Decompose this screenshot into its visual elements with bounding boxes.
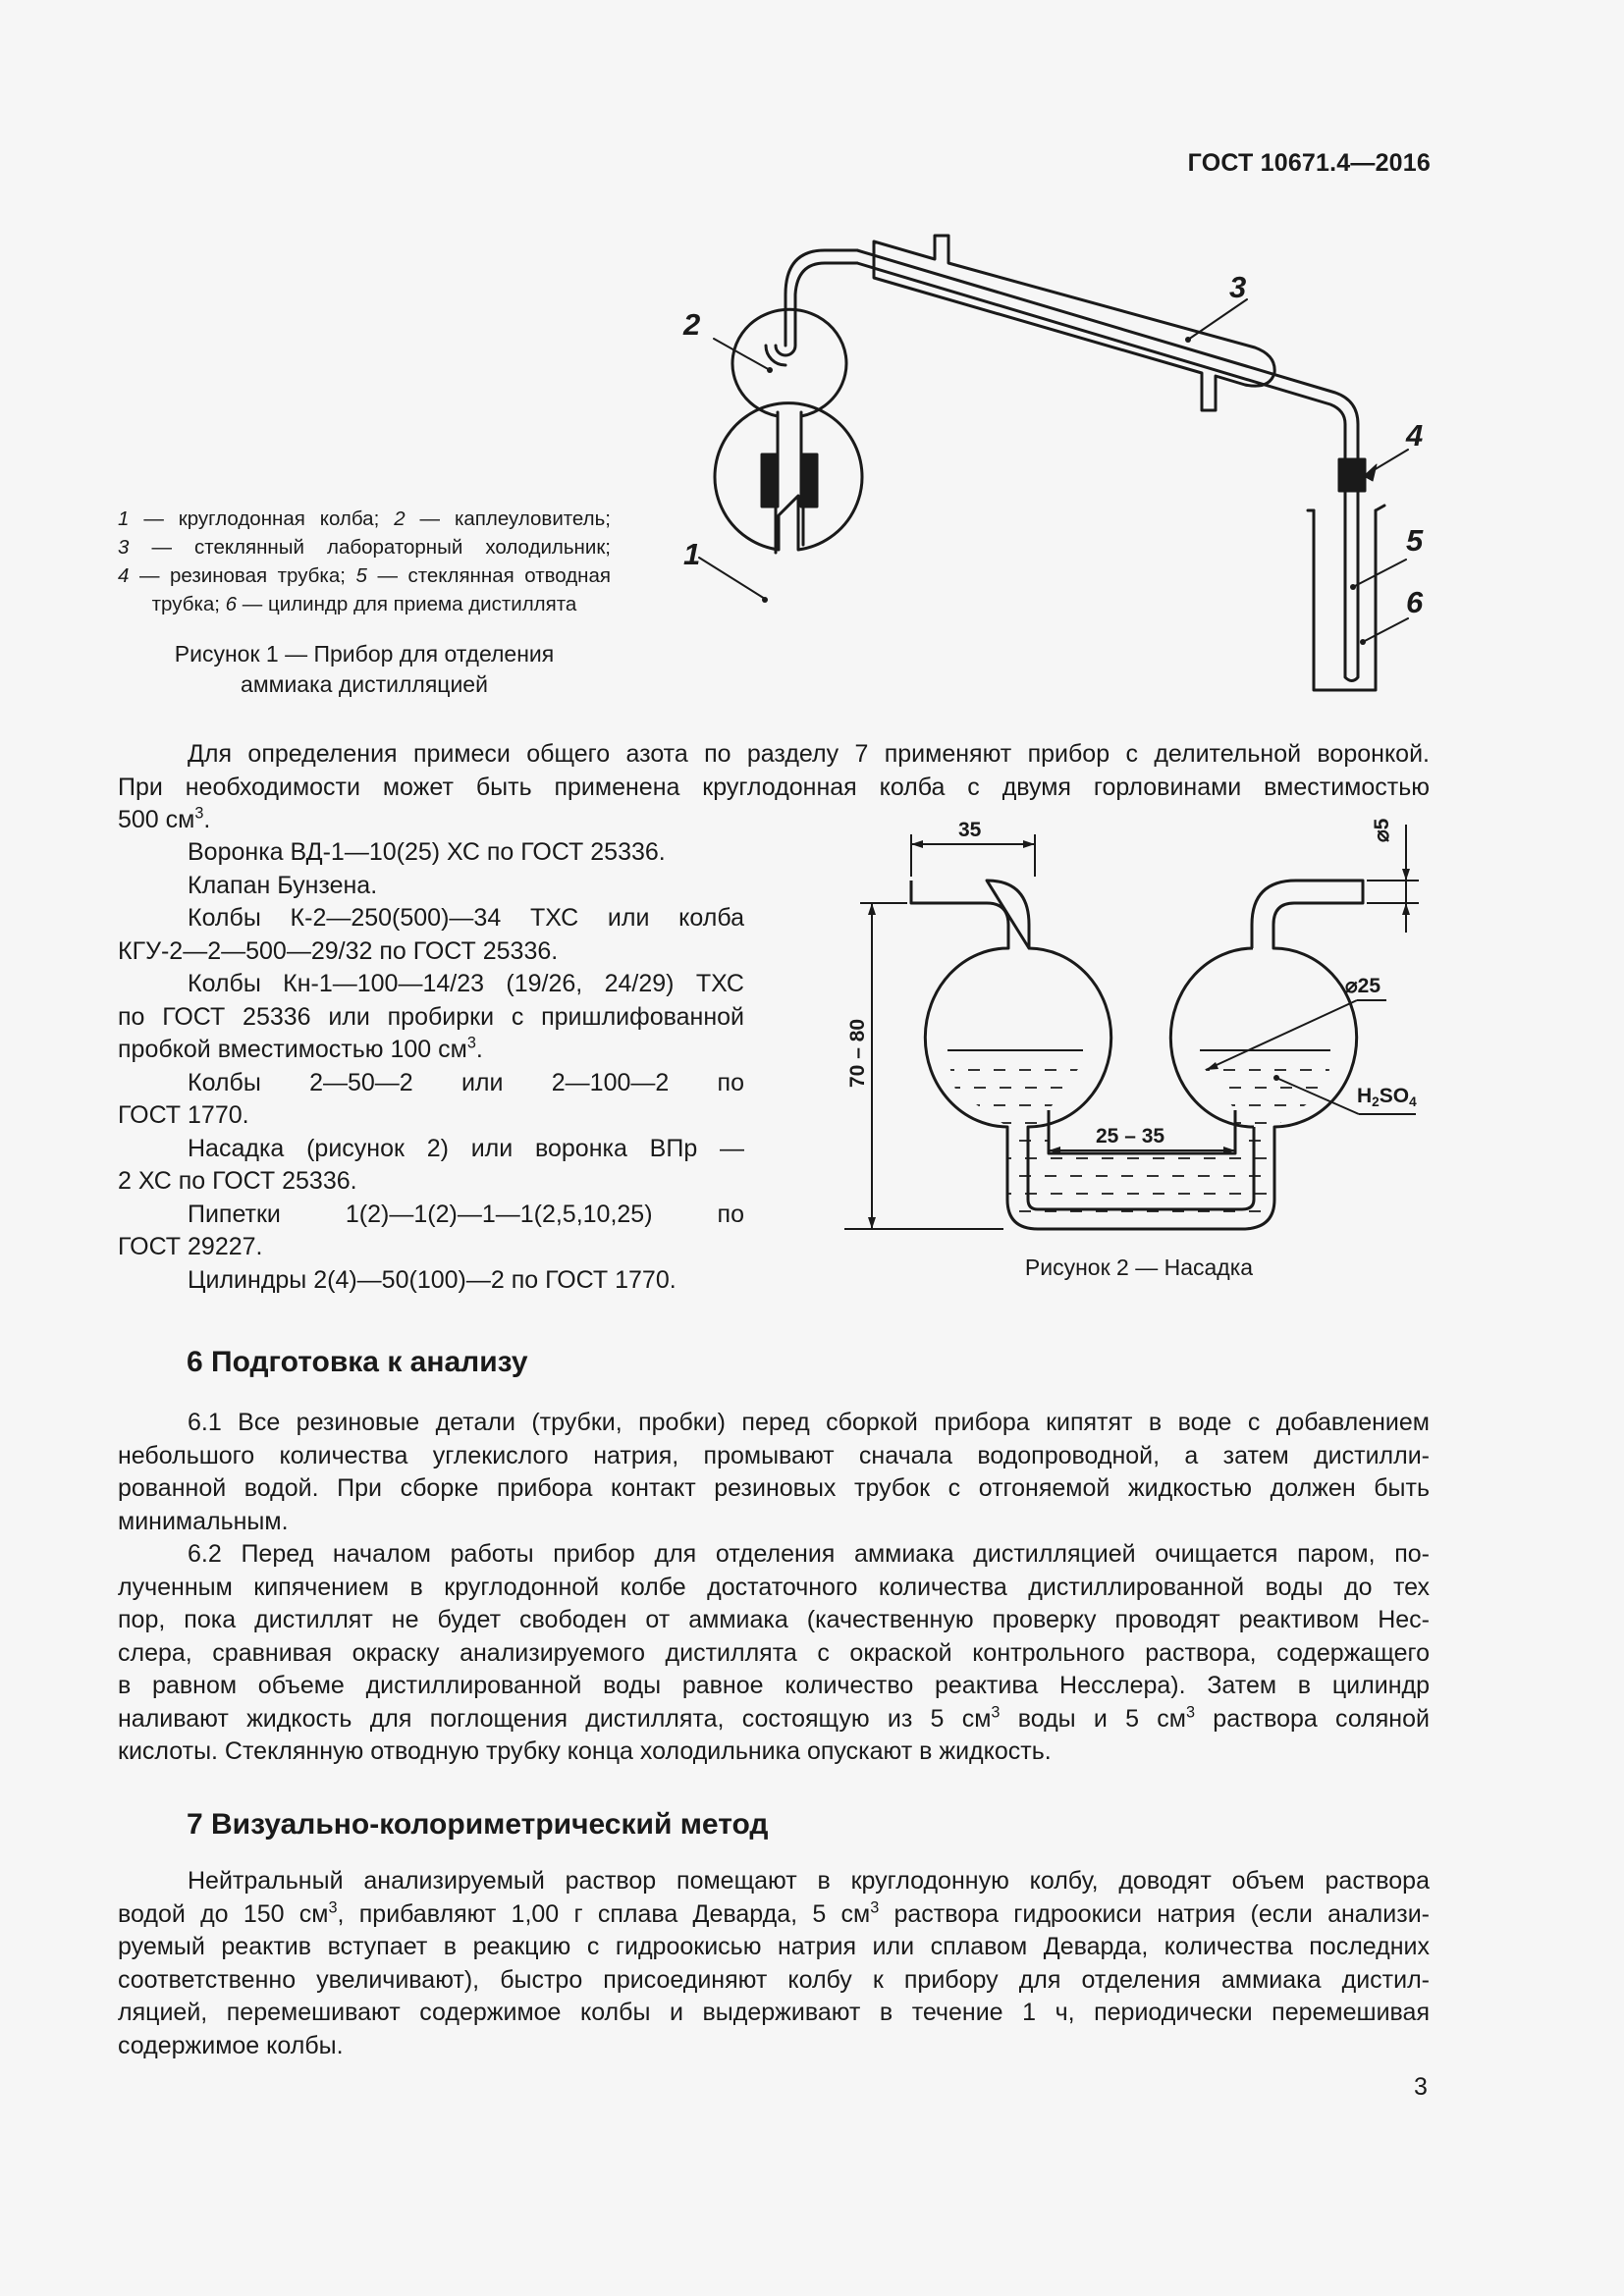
dim-label-width: 25 – 35 bbox=[1096, 1125, 1165, 1148]
dim-label-height: 70 – 80 bbox=[846, 1018, 869, 1088]
legend-line: 4 — резиновая трубка; 5 — стеклянная отводная bbox=[118, 564, 611, 587]
label-flask: 1 bbox=[683, 537, 701, 571]
arrow-head bbox=[1023, 840, 1035, 848]
arrow-head bbox=[868, 903, 876, 915]
section6-body: 6.1 Все резиновые детали (трубки, пробки) перед сборкой прибора кипятят в воде с добавлением небольшого количества углекислого натрия, промывают сначала водопроводной, а затем дистилли- рованной водой. При сборке прибора контакт резиновых трубок с отгоняемой жидкостью должен быть минимальным. 6.2 Перед началом работы прибор для отделения аммиака дистилляцией очищается паром, по- лученным кипячением в круглодонной колбе достаточного количества дистиллированной воды до тех пор, пока дистиллят не будет свободен от аммиака (качественную проверку проводят реактивом Нес- слера, сравнивая окраску анализируемого дистиллята с окраской контрольного раствора, содержащего в равном объеме дистиллированной воды равное количество реактива Несслера). Затем в цилиндр наливают жидкость для поглощения дистиллята, состоящую из 5 $см^3$ воды и 5 $см^3$ раствора соляной кислоты. Стеклянную отводную трубку конца холодильника опускают в жидкость. bbox=[118, 1409, 1430, 1765]
arrow-head bbox=[1402, 869, 1410, 881]
label-cylinder: 6 bbox=[1406, 585, 1424, 619]
label-outlet-tube: 5 bbox=[1406, 523, 1424, 558]
dim-line-d25 bbox=[1206, 1000, 1357, 1070]
label-trap: 2 bbox=[683, 307, 701, 342]
legend-line: 3 — стеклянный лабораторный холодильник; bbox=[118, 536, 611, 559]
arrow-head bbox=[868, 1217, 876, 1229]
legend-line: трубка; 6 — цилиндр для приема дистиллята bbox=[151, 593, 577, 615]
acid-label: $H_2SO_4$ bbox=[1357, 1085, 1417, 1110]
arrow-head bbox=[1206, 1062, 1218, 1070]
equipment-list: Воронка ВД-1—10(25) ХС по ГОСТ 25336. Клапан Бунзена. Колбы К-2—250(500)—34 ТХС или колба КГУ-2—2—500—29/32 по ГОСТ 25336. Колбы Кн-1—100—14/23 (19/26, 24/29) ТХС по ГОСТ 25336 или пробирки с пришлифованной пробкой вместимостью 100 $см^3$. Колбы 2—50—2 или 2—100—2 по ГОСТ 1770. Насадка (рисунок 2) или воронка ВПр — 2 ХС по ГОСТ 25336. Пипетки 1(2)—1(2)—1—1(2,5,10,25) по ГОСТ 29227. Цилиндры 2(4)—50(100)—2 по ГОСТ 1770. bbox=[118, 838, 744, 1294]
figure2-caption: Рисунок 2 — Насадка bbox=[1024, 1255, 1254, 1280]
dim-label-35: 35 bbox=[958, 819, 982, 841]
label-rubber-tube: 4 bbox=[1406, 418, 1424, 453]
figure1-caption: Рисунок 1 — Прибор для отделения аммиака дистилляцией bbox=[174, 641, 555, 697]
legend-line: 1 — круглодонная колба; 2 — каплеуловитель; bbox=[118, 507, 611, 530]
intro-paragraph: Для определения примеси общего азота по разделу 7 применяют прибор с делительной воронкой. При необходимости может быть применена круглодонная колба с двумя горловинами вместимостью 500 $см^3$. bbox=[118, 740, 1430, 833]
section7-heading: 7 Визуально-колориметрический метод bbox=[187, 1808, 769, 1841]
page-number: 3 bbox=[1414, 2073, 1428, 2101]
section7-body: Нейтральный анализируемый раствор помещают в круглодонную колбу, доводят объем раствора водой до 150 $см^3$, прибавляют 1,00 г сплава Деварда, 5 $см^3$ раствора гидроокиси натрия (если анализи- руемый реактив вступает в реакцию с гидроокисью натрия или сплавом Деварда, количества последних соответственно увеличивают), быстро присоединяют колбу к прибору для отделения аммиака дистил- ляцией, перемешивают содержимое колбы и выдерживают в течение 1 ч, периодически перемешивая содержимое колбы. bbox=[118, 1867, 1430, 2059]
label-condenser: 3 bbox=[1229, 270, 1247, 304]
arrow-head bbox=[911, 840, 923, 848]
section6-heading: 6 Подготовка к анализу bbox=[187, 1346, 528, 1378]
point-marker bbox=[1273, 1075, 1279, 1081]
dim-label-d25: ⌀25 bbox=[1345, 975, 1381, 997]
nozzle-outer bbox=[911, 881, 1363, 1229]
document-code: ГОСТ 10671.4—2016 bbox=[1187, 149, 1431, 177]
arrow-head bbox=[1402, 903, 1410, 915]
dim-label-d5: ⌀5 bbox=[1371, 818, 1393, 842]
